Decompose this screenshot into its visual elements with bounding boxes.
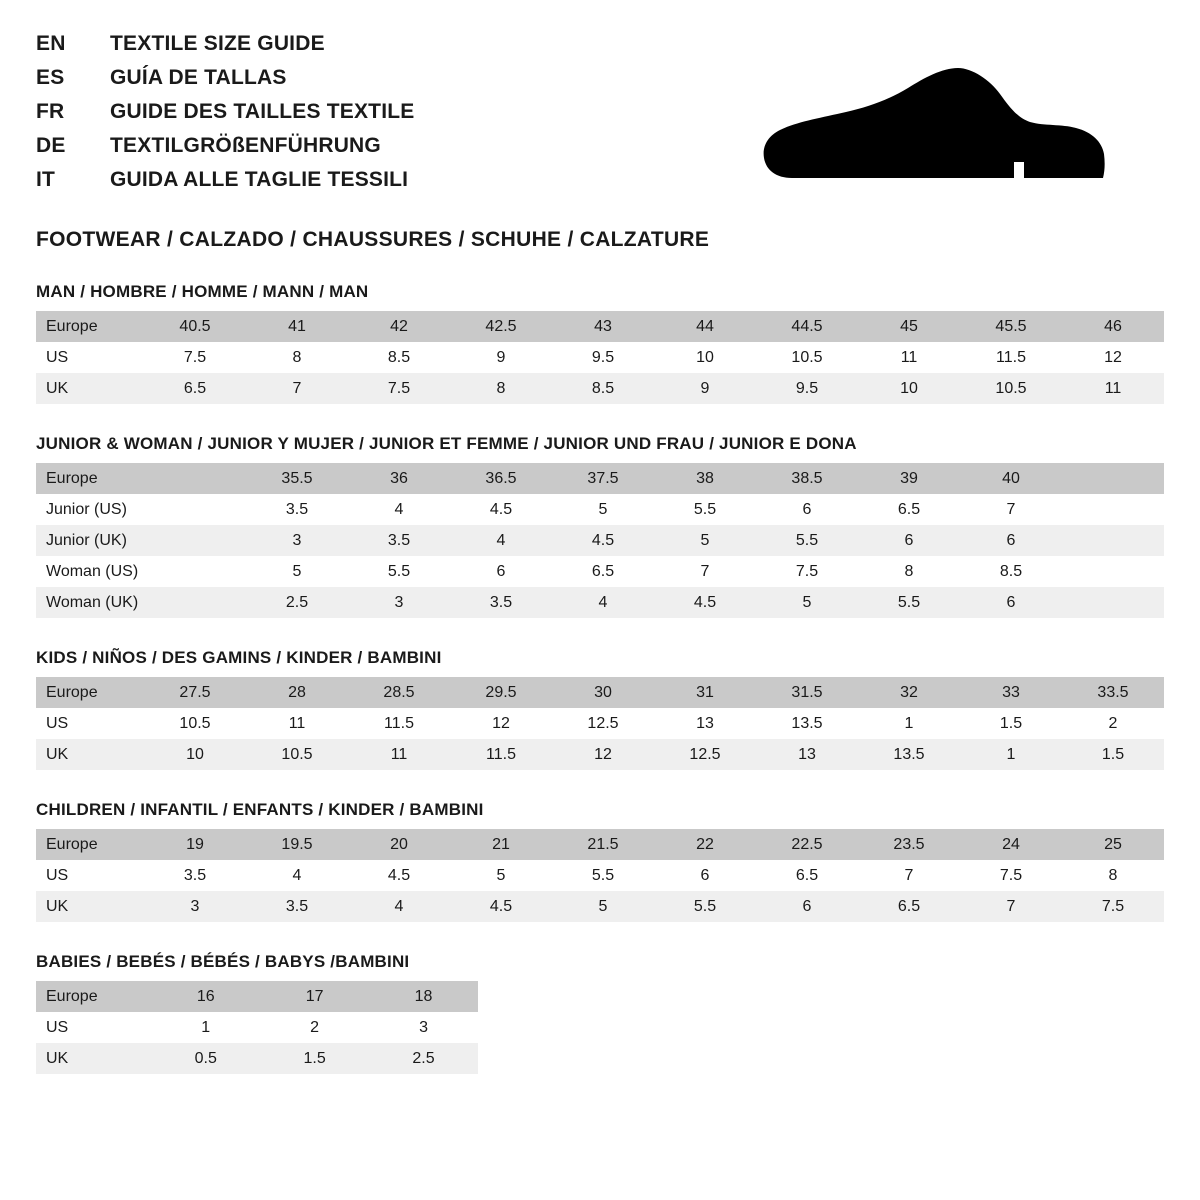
cell: 12.5 (552, 708, 654, 739)
table-row (36, 556, 1164, 587)
cell: 20 (348, 829, 450, 860)
cell: 12.5 (654, 739, 756, 770)
row-label: Woman (UK) (36, 587, 144, 618)
cell: 3.5 (246, 494, 348, 525)
cell: 8.5 (552, 373, 654, 404)
cell: 40.5 (144, 311, 246, 342)
cell: 28.5 (348, 677, 450, 708)
cell: 21 (450, 829, 552, 860)
row-label: Junior (US) (36, 494, 144, 525)
table-row (36, 587, 1164, 618)
cell: 6.5 (552, 556, 654, 587)
cell: 35.5 (246, 463, 348, 494)
cell: 7 (246, 373, 348, 404)
cell: 1 (960, 739, 1062, 770)
cell: 7 (960, 891, 1062, 922)
cell: 3 (369, 1012, 478, 1043)
shoe-icon (762, 66, 1106, 201)
table-row (36, 739, 1164, 770)
table-row (36, 829, 1164, 860)
row-label: UK (36, 891, 144, 922)
cell: 32 (858, 677, 960, 708)
language-title: GUIDE DES TAILLES TEXTILE (110, 100, 415, 123)
cell: 27.5 (144, 677, 246, 708)
size-table-children (36, 829, 1164, 922)
cell: 5 (552, 494, 654, 525)
cell: 12 (1062, 342, 1164, 373)
cell: 18 (369, 981, 478, 1012)
cell (144, 463, 246, 494)
row-label: Europe (36, 463, 144, 494)
row-label: US (36, 860, 144, 891)
cell: 11 (348, 739, 450, 770)
language-code: IT (36, 168, 56, 191)
cell (144, 494, 246, 525)
cell: 6 (450, 556, 552, 587)
cell (144, 556, 246, 587)
cell: 13 (654, 708, 756, 739)
language-row-fr (36, 100, 414, 134)
cell: 11.5 (450, 739, 552, 770)
size-table-man (36, 311, 1164, 404)
cell: 9.5 (756, 373, 858, 404)
size-table-babies (36, 981, 478, 1074)
cell: 10.5 (960, 373, 1062, 404)
cell: 31 (654, 677, 756, 708)
cell: 4 (246, 860, 348, 891)
cell: 2 (260, 1012, 369, 1043)
row-label: UK (36, 1043, 151, 1074)
cell: 31.5 (756, 677, 858, 708)
cell (1062, 494, 1164, 525)
cell: 37.5 (552, 463, 654, 494)
row-label: Europe (36, 829, 144, 860)
cell: 11 (858, 342, 960, 373)
cell: 17 (260, 981, 369, 1012)
cell: 8.5 (348, 342, 450, 373)
cell: 44 (654, 311, 756, 342)
cell: 2.5 (369, 1043, 478, 1074)
section-title: BABIES / BEBÉS / BÉBÉS / BABYS /BAMBINI (36, 952, 410, 971)
cell: 6 (756, 891, 858, 922)
cell: 30 (552, 677, 654, 708)
cell: 4.5 (654, 587, 756, 618)
cell: 6 (654, 860, 756, 891)
cell: 42 (348, 311, 450, 342)
section-title: MAN / HOMBRE / HOMME / MANN / MAN (36, 282, 369, 301)
cell: 8 (1062, 860, 1164, 891)
language-code: EN (36, 32, 66, 55)
cell (1062, 463, 1164, 494)
cell: 4.5 (450, 494, 552, 525)
table-row (36, 463, 1164, 494)
cell: 3 (144, 891, 246, 922)
cell: 10 (858, 373, 960, 404)
size-table-kids (36, 677, 1164, 770)
cell: 5 (654, 525, 756, 556)
section-man (36, 282, 1164, 404)
cell: 7.5 (960, 860, 1062, 891)
cell: 9 (450, 342, 552, 373)
table-row (36, 494, 1164, 525)
cell (1062, 556, 1164, 587)
cell: 6.5 (858, 494, 960, 525)
cell: 7.5 (1062, 891, 1164, 922)
language-row-es (36, 66, 414, 100)
cell: 13.5 (756, 708, 858, 739)
cell: 28 (246, 677, 348, 708)
section-title: CHILDREN / INFANTIL / ENFANTS / KINDER / BAMBINI (36, 800, 484, 819)
cell: 11 (1062, 373, 1164, 404)
cell: 8 (246, 342, 348, 373)
cell: 5 (246, 556, 348, 587)
language-title: TEXTILGRÖßENFÜHRUNG (110, 134, 381, 157)
row-label: US (36, 708, 144, 739)
section-junior-woman (36, 434, 1164, 618)
cell: 3.5 (246, 891, 348, 922)
cell: 3 (348, 587, 450, 618)
row-label: Junior (UK) (36, 525, 144, 556)
table-row (36, 342, 1164, 373)
cell: 5 (450, 860, 552, 891)
cell: 6.5 (144, 373, 246, 404)
language-title: GUÍA DE TALLAS (110, 66, 287, 89)
cell: 19.5 (246, 829, 348, 860)
cell: 6.5 (858, 891, 960, 922)
row-label: Europe (36, 981, 151, 1012)
cell: 45.5 (960, 311, 1062, 342)
language-titles (36, 32, 414, 202)
cell: 40 (960, 463, 1062, 494)
cell: 22.5 (756, 829, 858, 860)
cell: 0.5 (151, 1043, 260, 1074)
cell: 3.5 (144, 860, 246, 891)
cell: 10.5 (756, 342, 858, 373)
cell: 4 (348, 494, 450, 525)
cell: 5.5 (858, 587, 960, 618)
cell: 9 (654, 373, 756, 404)
cell: 12 (450, 708, 552, 739)
language-title: GUIDA ALLE TAGLIE TESSILI (110, 168, 409, 191)
cell: 5.5 (552, 860, 654, 891)
language-row-de (36, 134, 414, 168)
cell: 8.5 (960, 556, 1062, 587)
cell: 7.5 (756, 556, 858, 587)
cell: 12 (552, 739, 654, 770)
cell: 4.5 (348, 860, 450, 891)
cell: 33.5 (1062, 677, 1164, 708)
section-title: KIDS / NIÑOS / DES GAMINS / KINDER / BAMBINI (36, 648, 442, 667)
cell: 2 (1062, 708, 1164, 739)
cell: 24 (960, 829, 1062, 860)
row-label: UK (36, 373, 144, 404)
row-label: Europe (36, 677, 144, 708)
cell: 6 (960, 525, 1062, 556)
cell: 43 (552, 311, 654, 342)
table-row (36, 708, 1164, 739)
cell: 1.5 (1062, 739, 1164, 770)
language-code: DE (36, 134, 66, 157)
cell: 6 (960, 587, 1062, 618)
cell: 11.5 (960, 342, 1062, 373)
table-row (36, 981, 478, 1012)
cell: 7 (654, 556, 756, 587)
cell: 36 (348, 463, 450, 494)
cell: 5.5 (654, 891, 756, 922)
cell: 7.5 (348, 373, 450, 404)
table-row (36, 525, 1164, 556)
cell: 4 (348, 891, 450, 922)
cell: 16 (151, 981, 260, 1012)
section-kids (36, 648, 1164, 770)
cell: 4 (552, 587, 654, 618)
cell: 4.5 (450, 891, 552, 922)
section-babies (36, 952, 1164, 1074)
table-row (36, 860, 1164, 891)
category-title: FOOTWEAR / CALZADO / CHAUSSURES / SCHUHE / CALZATURE (36, 228, 710, 251)
cell: 11 (246, 708, 348, 739)
table-row (36, 373, 1164, 404)
table-row (36, 891, 1164, 922)
cell: 10.5 (144, 708, 246, 739)
cell: 5.5 (348, 556, 450, 587)
row-label: US (36, 1012, 151, 1043)
cell: 33 (960, 677, 1062, 708)
cell: 1 (858, 708, 960, 739)
cell: 29.5 (450, 677, 552, 708)
cell: 6 (858, 525, 960, 556)
cell: 36.5 (450, 463, 552, 494)
language-row-en (36, 32, 414, 66)
cell: 39 (858, 463, 960, 494)
cell: 10 (654, 342, 756, 373)
cell: 10 (144, 739, 246, 770)
row-label: UK (36, 739, 144, 770)
cell: 21.5 (552, 829, 654, 860)
cell: 5 (756, 587, 858, 618)
cell: 6.5 (756, 860, 858, 891)
row-label: US (36, 342, 144, 373)
cell: 23.5 (858, 829, 960, 860)
cell: 38.5 (756, 463, 858, 494)
page-header (36, 32, 1164, 202)
cell: 25 (1062, 829, 1164, 860)
cell: 41 (246, 311, 348, 342)
cell: 2.5 (246, 587, 348, 618)
cell: 8 (450, 373, 552, 404)
cell: 22 (654, 829, 756, 860)
table-row (36, 311, 1164, 342)
table-row (36, 677, 1164, 708)
cell: 9.5 (552, 342, 654, 373)
cell: 42.5 (450, 311, 552, 342)
cell: 44.5 (756, 311, 858, 342)
language-code: FR (36, 100, 65, 123)
cell (1062, 587, 1164, 618)
table-row (36, 1012, 478, 1043)
cell: 1 (151, 1012, 260, 1043)
cell (144, 525, 246, 556)
cell: 3 (246, 525, 348, 556)
cell: 3.5 (450, 587, 552, 618)
cell: 3.5 (348, 525, 450, 556)
row-label: Woman (US) (36, 556, 144, 587)
cell: 7 (960, 494, 1062, 525)
cell (1062, 525, 1164, 556)
cell: 5.5 (756, 525, 858, 556)
cell: 5 (552, 891, 654, 922)
cell: 8 (858, 556, 960, 587)
cell: 7.5 (144, 342, 246, 373)
cell: 1.5 (260, 1043, 369, 1074)
cell: 6 (756, 494, 858, 525)
cell: 38 (654, 463, 756, 494)
cell: 10.5 (246, 739, 348, 770)
cell: 13 (756, 739, 858, 770)
cell: 11.5 (348, 708, 450, 739)
table-row (36, 1043, 478, 1074)
cell: 4.5 (552, 525, 654, 556)
cell: 13.5 (858, 739, 960, 770)
cell: 4 (450, 525, 552, 556)
cell: 1.5 (960, 708, 1062, 739)
language-code: ES (36, 66, 65, 89)
cell (144, 587, 246, 618)
cell: 5.5 (654, 494, 756, 525)
size-table-junior-woman (36, 463, 1164, 618)
cell: 45 (858, 311, 960, 342)
cell: 19 (144, 829, 246, 860)
section-title: JUNIOR & WOMAN / JUNIOR Y MUJER / JUNIOR ET FEMME / JUNIOR UND FRAU / JUNIOR E DONA (36, 434, 857, 453)
cell: 46 (1062, 311, 1164, 342)
language-title: TEXTILE SIZE GUIDE (110, 32, 325, 55)
language-row-it (36, 168, 414, 202)
row-label: Europe (36, 311, 144, 342)
section-children (36, 800, 1164, 922)
cell: 7 (858, 860, 960, 891)
